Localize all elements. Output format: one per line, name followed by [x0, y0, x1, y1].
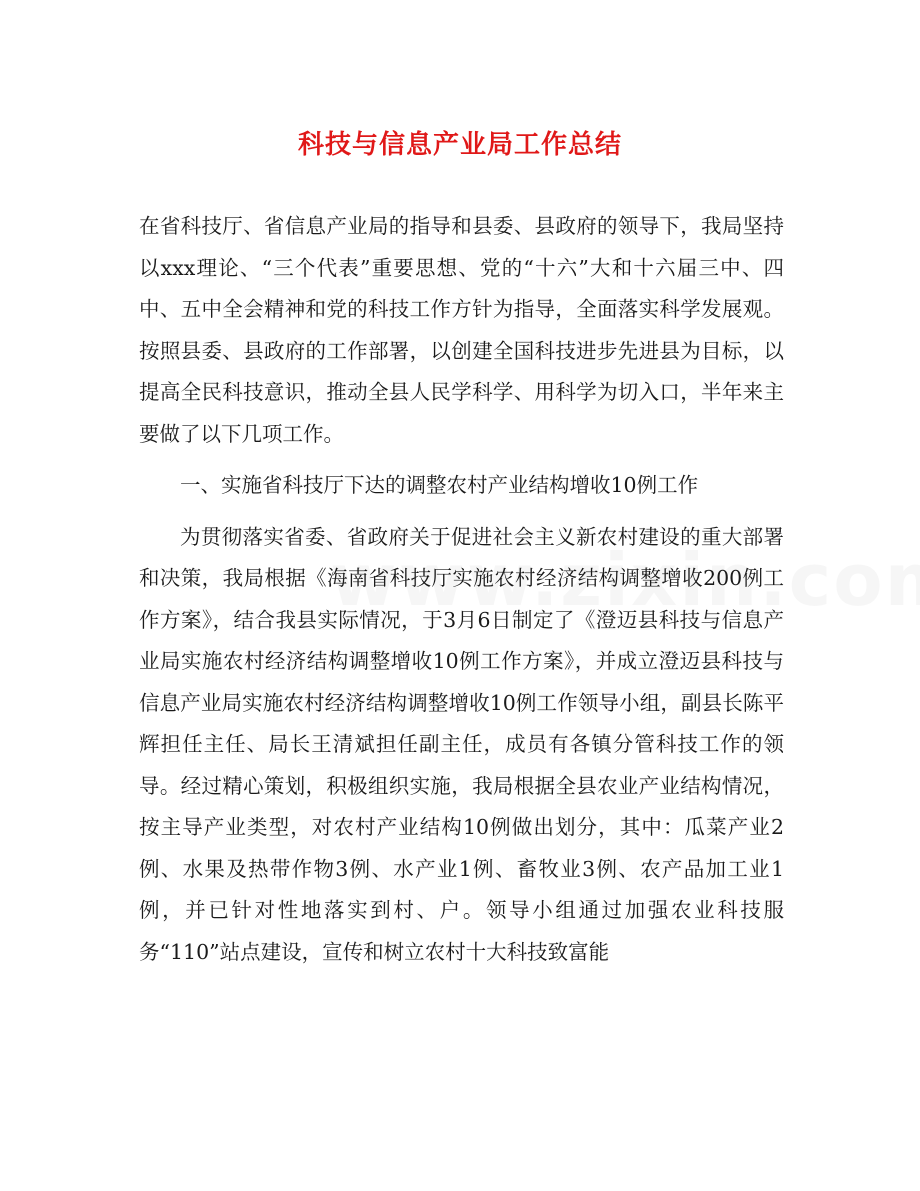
- paragraph-section-1: 为贯彻落实省委、省政府关于促进社会主义新农村建设的重大部署和决策，我局根据《海南省科技厅实施农村经济结构调整增收200例工作方案》，结合我县实际情况，于3月6日制定了《澄迈县科技与信息产业局实施农村经济结构调整增收10例工作方案》，并成立澄迈县科技与信息产业局实施农村经济结构调整增收10例工作领导小组，副县长陈平辉担任主任、局长王清斌担任副主任，成员有各镇分管科技工作的领导。经过精心策划，积极组织实施，我局根据全县农业产业结构情况，按主导产业类型，对农村产业结构10例做出划分，其中：瓜菜产业2例、水果及热带作物3例、水产业1例、畜牧业3例、农产品加工业1例，并已针对性地落实到村、户。领导小组通过加强农业科技服务“110”站点建设，宣传和树立农村十大科技致富能: [139, 524, 784, 964]
- document-body: [139, 206, 784, 983]
- document-title: 科技与信息产业局工作总结: [297, 130, 622, 160]
- section-heading-1: 一、实施省科技厅下达的调整农村产业结构增收10例工作: [180, 473, 699, 497]
- paragraph-intro: 在省科技厅、省信息产业局的指导和县委、县政府的领导下，我局坚持以xxx理论、“三个代表”重要思想、党的“十六”大和十六届三中、四中、五中全会精神和党的科技工作方针为指导，全面落实科学发展观。按照县委、县政府的工作部署，以创建全国科技进步先进县为目标，以提高全民科技意识，推动全县人民学科学、用科学为切入口，半年来主要做了以下几项工作。: [139, 214, 784, 446]
